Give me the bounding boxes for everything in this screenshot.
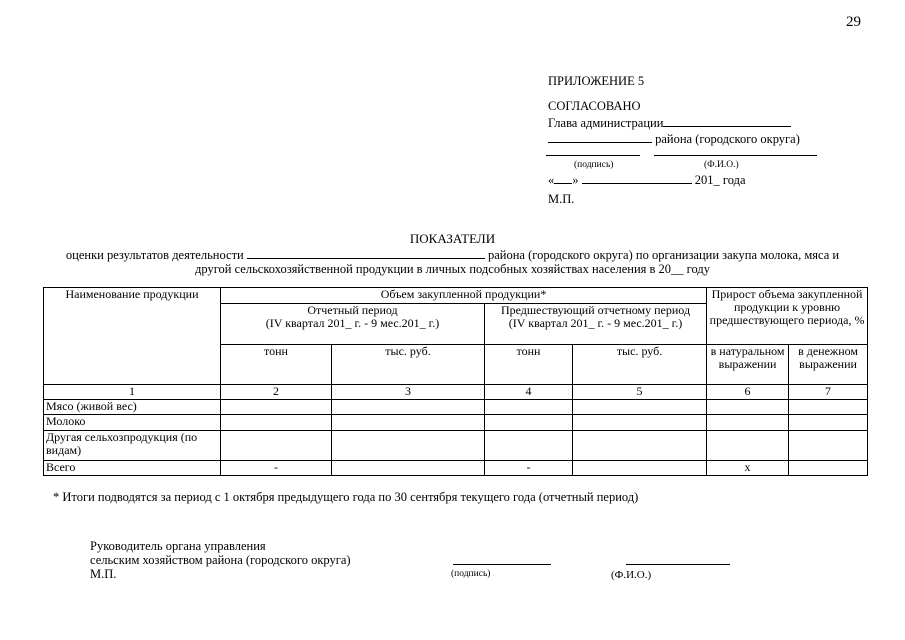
header-growth: Прирост объема закупленной продукции к уровню предшествующего периода, % [707,288,868,345]
table-cell [789,400,868,415]
subtitle-blank [247,247,485,259]
table-row [44,431,868,461]
table-cell: x [707,461,789,476]
table-cell [332,400,485,415]
header-rub-reporting: тыс. руб. [332,345,485,385]
page-number: 29 [846,14,861,30]
row-label: Мясо (живой вес) [44,400,221,415]
head-admin-blank [663,115,791,127]
header-tons-reporting: тонн [221,345,332,385]
signer-line2: сельским хозяйством района (городского округа) [90,553,351,567]
signer-fio-caption: (Ф.И.О.) [611,569,652,581]
indicators-table [43,287,868,476]
table-cell [221,431,332,461]
table-cell [485,415,573,431]
header-product: Наименование продукции [44,288,221,385]
table-cell [789,431,868,461]
district-label: района (городского округа) [655,132,800,146]
date-quote-open: « [548,173,555,187]
table-cell [789,415,868,431]
table-cell: - [485,461,573,476]
col-number: 2 [221,385,332,400]
row-label: Молоко [44,415,221,431]
subtitle-line2: другой сельскохозяйственной продукции в личных подсобных хозяйствах населения в 20__ году [195,262,710,276]
col-number: 5 [573,385,707,400]
table-cell [707,415,789,431]
table-cell [707,431,789,461]
table-cell [332,461,485,476]
table-cell [573,461,707,476]
subtitle-start: оценки результатов деятельности [65,248,244,262]
fio-caption: (Ф.И.О.) [704,160,739,170]
previous-label: Предшествующий отчетному период [500,303,691,317]
day-blank [554,172,572,184]
table-row [44,400,868,415]
header-rub-previous: тыс. руб. [573,345,707,385]
date-quote-close: » [572,173,579,187]
date-line [548,172,746,188]
document-title: ПОКАЗАТЕЛИ [409,231,496,246]
col-number: 7 [789,385,868,400]
approved-label: СОГЛАСОВАНО [548,99,641,113]
header-previous-period [485,304,707,345]
table-cell [573,431,707,461]
table-row [44,415,868,431]
row-label: Всего [44,461,221,476]
table-cell [573,415,707,431]
subtitle-line1 [0,247,905,263]
signer-signature-blank [453,564,551,565]
col-number: 1 [44,385,221,400]
table-cell [221,415,332,431]
signer-signature-caption: (подпись) [451,569,491,579]
reporting-label: Отчетный период [307,303,398,317]
signature-caption: (подпись) [574,160,614,170]
appendix-label: ПРИЛОЖЕНИЕ 5 [548,74,645,88]
stamp-label: М.П. [548,192,575,206]
subtitle-end: района (городского округа) по организации закупа молока, мяса и [488,248,840,262]
reporting-sub: (IV квартал 201_ г. - 9 мес.201_ г.) [265,316,440,330]
table-cell [573,400,707,415]
row-label: Другая сельхозпродукция (по видам) [44,431,221,461]
table-cell [332,431,485,461]
header-volume: Объем закупленной продукции* [221,288,707,304]
col-number: 6 [707,385,789,400]
head-admin-label: Глава администрации [548,116,664,130]
table-cell: - [221,461,332,476]
table-cell [485,431,573,461]
column-number-row [44,385,868,400]
fio-blank [654,155,817,156]
header-money: в денежном выражении [789,345,868,385]
header-natural: в натуральном выражении [707,345,789,385]
signer-line1: Руководитель органа управления [90,539,266,553]
table-row-total [44,461,868,476]
table-cell [485,400,573,415]
col-number: 4 [485,385,573,400]
table-cell [221,400,332,415]
signer-fio-blank [626,564,730,565]
district-blank [548,131,652,143]
month-blank [582,172,692,184]
header-reporting-period [221,304,485,345]
previous-sub: (IV квартал 201_ г. - 9 мес.201_ г.) [508,316,683,330]
footnote: * Итоги подводятся за период с 1 октября предыдущего года по 30 сентября текущего года (отчетный период) [53,490,639,504]
signature-blank [546,155,640,156]
header-tons-previous: тонн [485,345,573,385]
col-number: 3 [332,385,485,400]
signer-stamp: М.П. [90,567,117,581]
table-cell [707,400,789,415]
head-admin-line [548,115,791,131]
table-cell [789,461,868,476]
district-line [548,131,800,147]
table-cell [332,415,485,431]
date-year: 201_ года [694,173,746,187]
